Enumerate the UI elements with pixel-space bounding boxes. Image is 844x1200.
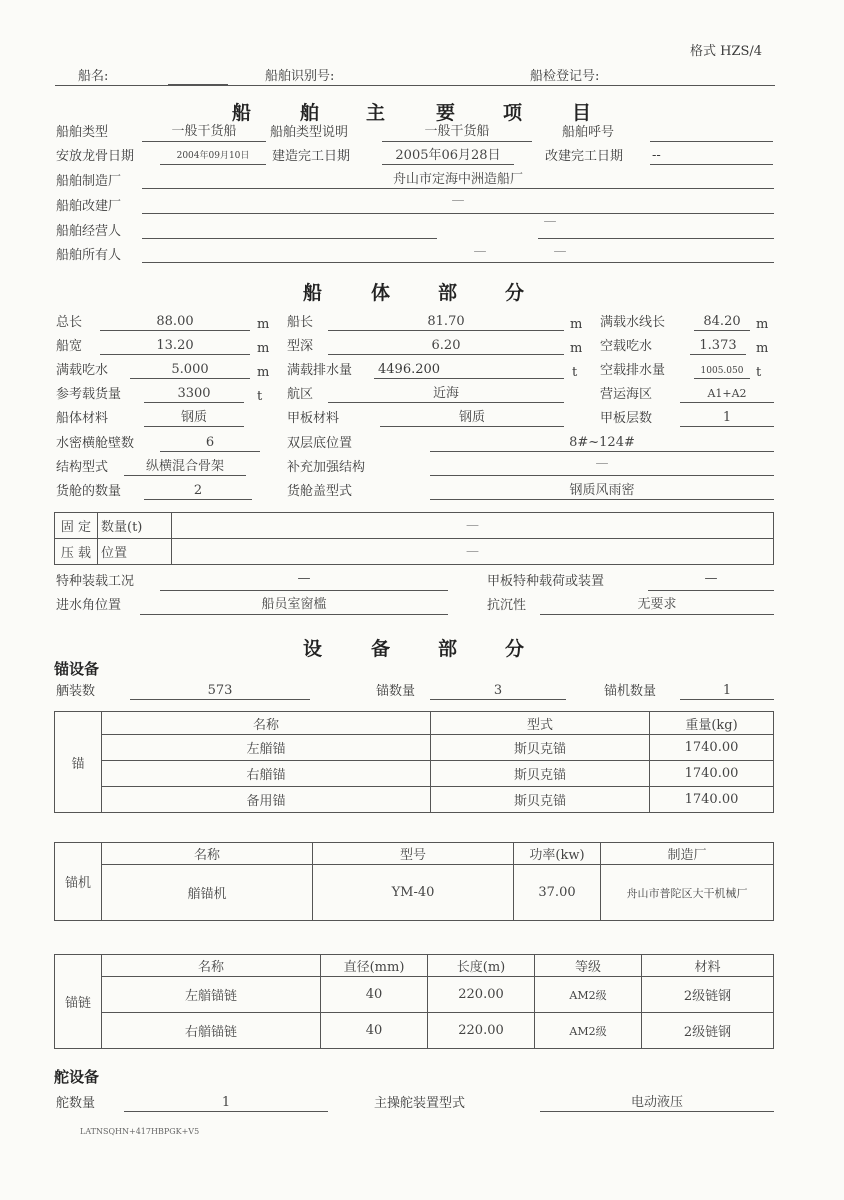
full-disp-label: 满载排水量 [287, 363, 353, 378]
footer-code: LATNSQHN+417HBPGK+V5 [80, 1127, 200, 1136]
anchor-header-type: 型式 [431, 712, 650, 735]
hatch-label: 货舱盖型式 [287, 484, 353, 499]
breadth-value: 13.20 [156, 338, 194, 353]
chain-cell: AM2级 [535, 1013, 642, 1049]
equip-num-value: 573 [207, 683, 233, 698]
lwl-unit: m [756, 317, 769, 332]
windlass-count-label: 锚机数量 [604, 684, 657, 699]
operator-label: 船舶经营人 [56, 224, 122, 239]
rudder-count-label: 舵数量 [56, 1096, 96, 1111]
steering-value: 电动液压 [630, 1095, 683, 1110]
operator-underline-1 [142, 238, 437, 239]
heading-char: 项 [503, 102, 523, 124]
built-date-label: 建造完工日期 [272, 149, 351, 164]
windlass-table [54, 842, 774, 921]
heading-char: 体 [371, 282, 391, 304]
deck-layers-underline [680, 426, 774, 427]
chain-cell: 2级链钢 [642, 977, 774, 1013]
ship-name-label: 船名: [78, 69, 109, 84]
loa-label: 总长 [56, 315, 83, 330]
lpp-unit: m [570, 317, 583, 332]
sink-value: 无要求 [637, 597, 677, 612]
heading-char: 备 [371, 638, 391, 660]
bulkheads-label: 水密横舱壁数 [56, 436, 135, 451]
heading-char: 设 [303, 638, 323, 660]
full-draft-value: 5.000 [171, 362, 209, 377]
deck-layers-label: 甲板层数 [600, 411, 653, 426]
chain-header-material: 材料 [642, 955, 774, 977]
full-draft-label: 满载吃水 [56, 363, 109, 378]
reinforce-label: 补充加强结构 [287, 460, 366, 475]
framing-value: 纵横混合骨架 [145, 459, 224, 474]
heading-char: 部 [438, 282, 458, 304]
chain-cell: 右艏锚链 [102, 1013, 321, 1049]
rebuilt-date-underline [650, 164, 773, 165]
loa-unit: m [257, 317, 270, 332]
depth-value: 6.20 [431, 338, 461, 353]
anchor-cell: 1740.00 [650, 787, 774, 813]
full-draft-underline [130, 378, 250, 379]
owner-underline [142, 262, 774, 263]
flood-label: 进水角位置 [56, 598, 122, 613]
special-load-underline [160, 590, 448, 591]
anchor-side-label: 锚 [55, 712, 102, 813]
windlass-count-value: 1 [722, 683, 732, 698]
heading-char: 分 [505, 282, 525, 304]
windlass-header-power: 功率(kw) [514, 843, 601, 865]
heading-char: 船 [303, 282, 323, 304]
hull-mat-value: 钢质 [180, 410, 207, 425]
keel-date-value: 2004年09月10日 [176, 151, 250, 161]
call-sign-label: 船舶呼号 [562, 125, 615, 140]
chain-cell: 220.00 [428, 977, 535, 1013]
heading-char: 船 [232, 102, 252, 124]
ship-type-desc-label: 船舶类型说明 [270, 125, 349, 140]
ballast-fixed-label: 固 定 [55, 513, 98, 539]
lpp-label: 船长 [287, 315, 314, 330]
flood-underline [140, 614, 448, 615]
owner-label: 船舶所有人 [56, 248, 122, 263]
chain-cell: 2级链钢 [642, 1013, 774, 1049]
windlass-count-underline [680, 699, 774, 700]
builder-value: 舟山市定海中洲造船厂 [392, 172, 523, 187]
builder-label: 船舶制造厂 [56, 174, 122, 189]
chain-side-label: 锚链 [55, 955, 102, 1049]
chain-header-name: 名称 [102, 955, 321, 977]
keel-date-underline [160, 164, 266, 165]
chain-table [54, 954, 774, 1049]
ballast-qty-label: 数量(t) [98, 513, 172, 539]
anchor-table [54, 711, 774, 813]
hatch-value: 钢质风雨密 [569, 483, 635, 498]
full-draft-unit: m [257, 365, 270, 380]
op-area-label: 营运海区 [600, 387, 653, 402]
anchor-count-value: 3 [493, 683, 503, 698]
ship-type-label: 船舶类型 [56, 125, 109, 140]
anchor-header-weight: 重量(kg) [650, 712, 774, 735]
windlass-cell: 37.00 [514, 865, 601, 921]
ship-id-label: 船舶识别号: [265, 69, 335, 84]
windlass-cell: 艏锚机 [102, 865, 313, 921]
heading-char: 分 [505, 638, 525, 660]
builder-underline [142, 188, 774, 189]
breadth-underline [100, 354, 250, 355]
holds-underline [144, 499, 252, 500]
sink-label: 抗沉性 [487, 598, 527, 613]
chain-cell: 40 [321, 1013, 428, 1049]
double-bottom-label: 双层底位置 [287, 436, 353, 451]
op-area-underline [680, 402, 774, 403]
owner-value-1: — [473, 244, 487, 259]
loa-underline [100, 330, 250, 331]
full-disp-underline [374, 378, 564, 379]
sink-underline [540, 614, 774, 615]
breadth-unit: m [257, 341, 270, 356]
full-disp-value: 4496.200 [378, 362, 441, 377]
nav-area-value: 近海 [432, 386, 459, 401]
windlass-header-maker: 制造厂 [601, 843, 774, 865]
loa-value: 88.00 [156, 314, 194, 329]
special-load-value: — [297, 571, 311, 586]
windlass-header-name: 名称 [102, 843, 313, 865]
bulkheads-value: 6 [205, 435, 215, 450]
flood-value: 船员室窗槛 [261, 597, 327, 612]
hull-mat-label: 船体材料 [56, 411, 109, 426]
deck-mat-underline [380, 426, 564, 427]
light-disp-label: 空载排水量 [600, 363, 666, 378]
heading-char: 目 [572, 102, 592, 124]
light-draft-underline [690, 354, 746, 355]
owner-value-2: — [553, 244, 567, 259]
chain-header-diameter: 直径(mm) [321, 955, 428, 977]
ship-name-field[interactable] [168, 84, 228, 85]
anchor-header-name: 名称 [102, 712, 431, 735]
ref-cargo-label: 参考载货量 [56, 387, 122, 402]
light-draft-unit: m [756, 341, 769, 356]
full-disp-unit: t [572, 365, 578, 380]
deck-mat-value: 钢质 [458, 410, 485, 425]
format-code: 格式 HZS/4 [690, 44, 763, 59]
anchor-cell: 1740.00 [650, 761, 774, 787]
lwl-value: 84.20 [703, 314, 741, 329]
heading-char: 部 [438, 638, 458, 660]
anchor-cell: 备用锚 [102, 787, 431, 813]
holds-label: 货舱的数量 [56, 484, 122, 499]
ship-type-desc-underline [382, 141, 532, 142]
chain-header-grade: 等级 [535, 955, 642, 977]
equip-num-underline [130, 699, 310, 700]
ballast-fixed2-label: 压 载 [55, 539, 98, 565]
rudder-count-value: 1 [221, 1095, 231, 1110]
chain-cell: 40 [321, 977, 428, 1013]
rudder-section-title: 舵设备 [54, 1068, 100, 1086]
windlass-cell: 舟山市普陀区大干机械厂 [601, 865, 774, 921]
table-row [55, 787, 774, 813]
chain-cell: 220.00 [428, 1013, 535, 1049]
light-disp-value: 1005.050 [700, 366, 744, 376]
top-underline [55, 85, 775, 86]
anchor-cell: 斯贝克锚 [431, 761, 650, 787]
rebuilder-label: 船舶改建厂 [56, 199, 122, 214]
hull-mat-underline [144, 426, 244, 427]
breadth-label: 船宽 [56, 339, 83, 354]
double-bottom-value: 8#~124# [569, 435, 635, 450]
anchor-cell: 斯贝克锚 [431, 735, 650, 761]
anchor-count-underline [430, 699, 566, 700]
anchor-cell: 右艏锚 [102, 761, 431, 787]
deck-special-value: — [704, 571, 718, 586]
reinforce-value: — [595, 456, 609, 471]
windlass-header-model: 型号 [313, 843, 514, 865]
table-row [55, 977, 774, 1013]
ship-type-value: 一般干货船 [171, 124, 237, 139]
depth-label: 型深 [287, 339, 314, 354]
lpp-value: 81.70 [427, 314, 465, 329]
keel-date-label: 安放龙骨日期 [56, 149, 135, 164]
depth-underline [328, 354, 564, 355]
steering-underline [540, 1111, 774, 1112]
table-row [55, 761, 774, 787]
op-area-value: A1+A2 [707, 387, 747, 400]
light-disp-unit: t [756, 365, 762, 380]
chain-header-length: 长度(m) [428, 955, 535, 977]
hatch-underline [430, 499, 774, 500]
inspection-reg-label: 船检登记号: [530, 69, 600, 84]
anchor-cell: 左艏锚 [102, 735, 431, 761]
ballast-pos-value: — [172, 539, 774, 565]
heading-char: 要 [436, 102, 456, 124]
steering-label: 主操舵装置型式 [374, 1096, 466, 1111]
rudder-count-underline [124, 1111, 328, 1112]
table-row [55, 1013, 774, 1049]
built-date-value: 2005年06月28日 [395, 148, 501, 163]
deck-special-underline [648, 590, 774, 591]
ship-type-underline [142, 141, 266, 142]
bulkheads-underline [160, 451, 260, 452]
holds-value: 2 [193, 483, 203, 498]
anchor-cell: 1740.00 [650, 735, 774, 761]
ballast-qty-value: — [172, 513, 774, 539]
call-sign-underline [650, 141, 773, 142]
operator-value: — [543, 214, 557, 229]
ballast-pos-label: 位置 [98, 539, 172, 565]
table-row [55, 865, 774, 921]
operator-underline-2 [538, 238, 774, 239]
ref-cargo-underline [144, 402, 244, 403]
deck-layers-value: 1 [722, 410, 732, 425]
reinforce-underline [430, 475, 774, 476]
rebuilder-underline [142, 213, 774, 214]
lwl-underline [694, 330, 750, 331]
ballast-table [54, 512, 774, 565]
heading-char: 舶 [300, 102, 320, 124]
lpp-underline [328, 330, 564, 331]
ref-cargo-unit: t [257, 389, 263, 404]
depth-unit: m [570, 341, 583, 356]
built-date-underline [382, 164, 514, 165]
light-draft-value: 1.373 [699, 338, 737, 353]
chain-cell: AM2级 [535, 977, 642, 1013]
special-load-label: 特种装载工况 [56, 574, 135, 589]
anchor-section-title: 锚设备 [54, 660, 100, 678]
anchor-cell: 斯贝克锚 [431, 787, 650, 813]
framing-label: 结构型式 [56, 460, 109, 475]
table-row [55, 735, 774, 761]
windlass-cell: YM-40 [313, 865, 514, 921]
light-draft-label: 空载吃水 [600, 339, 653, 354]
framing-underline [124, 475, 246, 476]
deck-mat-label: 甲板材料 [287, 411, 340, 426]
anchor-count-label: 锚数量 [376, 684, 416, 699]
ref-cargo-value: 3300 [177, 386, 211, 401]
lwl-label: 满载水线长 [600, 315, 666, 330]
chain-cell: 左艏锚链 [102, 977, 321, 1013]
equip-num-label: 舾装数 [56, 684, 96, 699]
deck-special-label: 甲板特种载荷或装置 [487, 574, 605, 589]
ship-type-desc-value: 一般干货船 [424, 124, 490, 139]
double-bottom-underline [430, 451, 774, 452]
rebuilt-date-label: 改建完工日期 [545, 149, 624, 164]
nav-area-label: 航区 [287, 387, 314, 402]
nav-area-underline [328, 402, 564, 403]
rebuilt-date-value: -- [652, 148, 661, 163]
light-disp-underline [694, 378, 750, 379]
rebuilder-value: — [451, 193, 465, 208]
heading-char: 主 [366, 102, 386, 124]
windlass-side-label: 锚机 [55, 843, 102, 921]
